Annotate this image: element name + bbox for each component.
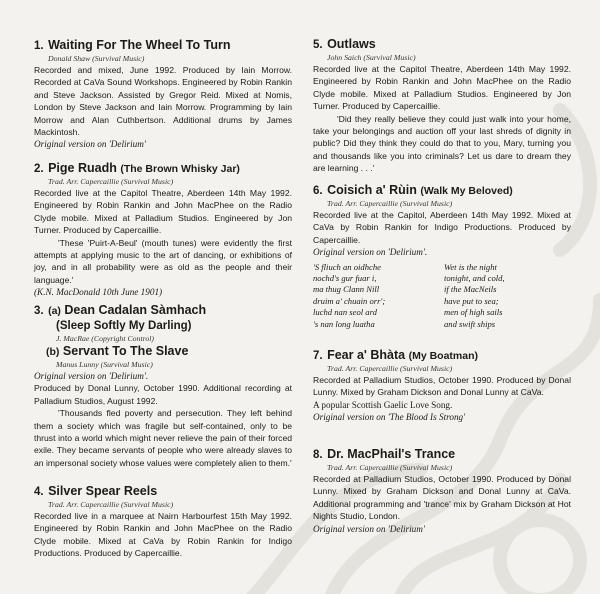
original-version: Original version on 'Delirium'. xyxy=(34,371,149,381)
quote-attribution: (K.N. MacDonald 10th June 1901) xyxy=(34,287,163,298)
verse-gaelic xyxy=(313,262,440,330)
track-quote: 'These 'Puirt-A-Beul' (mouth tunes) were evidently the first attempts at applying music to the art of dancing, or exhibitions of joy, and in all probability were as old as the people and their language.' xyxy=(34,237,292,285)
track-title-b: (b) Servant To The Slave xyxy=(46,344,189,358)
original-version: Original version on 'Delirium' xyxy=(313,523,425,534)
track-note: A popular Scottish Gaelic Love Song. xyxy=(313,399,453,410)
track-title: 6. Coisich a' Rùin (Walk My Beloved) xyxy=(313,183,513,197)
track-credit: Trad. Arr. Capercaillie (Survival Music) xyxy=(327,463,453,472)
track-notes: Recorded live in a marquee at Nairn Harbourfest 15th May 1992. Engineered by Robin Rankin and John MacPhee on the Radio Clyde mobile. Mixed at CaVa by Robin Rankin for Indigo Productions. Produced by Capercaillie. xyxy=(34,511,292,559)
track-5 xyxy=(313,37,571,175)
track-7 xyxy=(313,348,571,424)
verse-line: 'S fliuch an oidhche xyxy=(313,261,381,272)
track-title: 1. Waiting For The Wheel To Turn xyxy=(34,38,231,52)
verse-line: and swift ships xyxy=(444,318,496,329)
track-credit: Trad. Arr. Capercaillie (Survival Music) xyxy=(48,177,174,186)
original-version: Original version on 'Delirium'. xyxy=(313,247,428,258)
verse-line: 's nan long luatha xyxy=(313,318,375,329)
original-version: Original version on 'Delirium' xyxy=(34,139,146,150)
track-notes: Recorded and mixed, June 1992. Produced by Iain Morrow. Recorded at CaVa Sound Workshops. Engineered by Robin Rankin and Steve Jackson. Assisted by Gregor Reid. Mixed at Nomis, London by Steve Jackson and Iain Morrow. Programming by Iain Morrow and Alan Cuthbertson. Additional drums by James Mackintosh. xyxy=(34,65,292,138)
verse-line: have put to sea; xyxy=(444,295,499,306)
track-3 xyxy=(34,303,292,469)
track-2 xyxy=(34,161,292,299)
track-1 xyxy=(34,38,292,151)
track-6 xyxy=(313,183,571,330)
track-credit-a: J. MacRae (Copyright Control) xyxy=(56,334,155,343)
track-credit: Trad. Arr. Capercaillie (Survival Music) xyxy=(48,500,174,509)
track-title: 5. Outlaws xyxy=(313,37,376,51)
track-credit: Trad. Arr. Capercaillie (Survival Music) xyxy=(327,364,453,373)
track-title: 8. Dr. MacPhail's Trance xyxy=(313,447,456,461)
verse xyxy=(313,262,571,330)
track-title: 2. Pige Ruadh (The Brown Whisky Jar) xyxy=(34,161,240,175)
track-4 xyxy=(34,484,292,560)
track-notes: Recorded at Palladium Studios, October 1990. Produced by Donal Lunny. Mixed by Graham Dickson and Donal Lunny at CaVa. Additional programming and 'trance' mix by Graham Dickson at Hot Nights Studio, London. xyxy=(313,474,571,522)
track-notes: Recorded at Palladium Studios, October 1990. Produced by Donal Lunny. Mixed by Graham Dickson and Donal Lunny at CaVa. xyxy=(313,375,571,398)
track-title-a: 3. (a) Dean Cadalan Sàmhach xyxy=(34,303,207,317)
track-quote: 'Thousands fled poverty and persecution. They left behind them a society which was fragile but self-contained, only to be thrust into a world which might never relieve the pain of their forced exile. They became servants of people who were already slaves to an impersonal society whose values were completely alien to them.' xyxy=(34,408,292,468)
verse-line: nochd's gur fuar i, xyxy=(313,273,377,284)
track-notes: Produced by Donal Lunny, October 1990. Additional recording at Palladium Studios, August 1992. xyxy=(34,383,292,406)
track-title: 7. Fear a' Bhàta (My Boatman) xyxy=(313,348,478,362)
verse-line: luchd nan seol ard xyxy=(313,307,377,318)
track-credit: John Saich (Survival Music) xyxy=(327,53,416,62)
verse-line: tonight, and cold, xyxy=(444,273,505,284)
track-notes: Recorded live at the Capitol Theatre, Aberdeen 14th May 1992. Engineered by Robin Rankin and John MacPhee on the Radio Clyde mobile. Mixed at Palladium Studios. Engineered by Jon Turner. Produced by Capercaillie. xyxy=(313,64,571,112)
track-credit: Donald Shaw (Survival Music) xyxy=(48,54,145,63)
verse-line: Wet is the night xyxy=(444,261,497,272)
verse-line: druim a' chuain orr'; xyxy=(313,295,386,306)
verse-line: ma thug Clann Nill xyxy=(313,284,380,295)
track-quote: 'Did they really believe they could just walk into your home, take your belongings and auction off your last shreds of dignity in public? Did they think they could do that to you, Mary, turning you and thousands like you into criminals? Let us dare to dream they are learning . . .' xyxy=(313,113,571,174)
original-version: Original version on 'The Blood Is Strong' xyxy=(313,412,466,423)
track-notes: Recorded live at the Capitol Theatre, Aberdeen 14th May 1992. Engineered by Robin Rankin and John MacPhee on the Radio Clyde mobile. Mixed at Palladium Studios. Engineered by Jon Turner. Produced by Capercaillie. xyxy=(34,188,292,236)
track-credit: Trad. Arr. Capercaillie (Survival Music) xyxy=(327,199,453,208)
track-subtitle-a: (Sleep Softly My Darling) xyxy=(56,320,192,332)
verse-english xyxy=(440,262,571,330)
track-notes: Recorded live at the Capitol, Aberdeen 14th May 1992. Mixed at CaVa by Robin Rankin for Indigo Productions. Produced by Capercaillie. xyxy=(313,210,571,245)
verse-line: men of high sails xyxy=(444,307,503,318)
track-title: 4. Silver Spear Reels xyxy=(34,484,158,498)
verse-line: if the MacNeils xyxy=(444,284,497,295)
track-8 xyxy=(313,447,571,535)
track-credit-b: Manus Lunny (Survival Music) xyxy=(56,360,153,369)
